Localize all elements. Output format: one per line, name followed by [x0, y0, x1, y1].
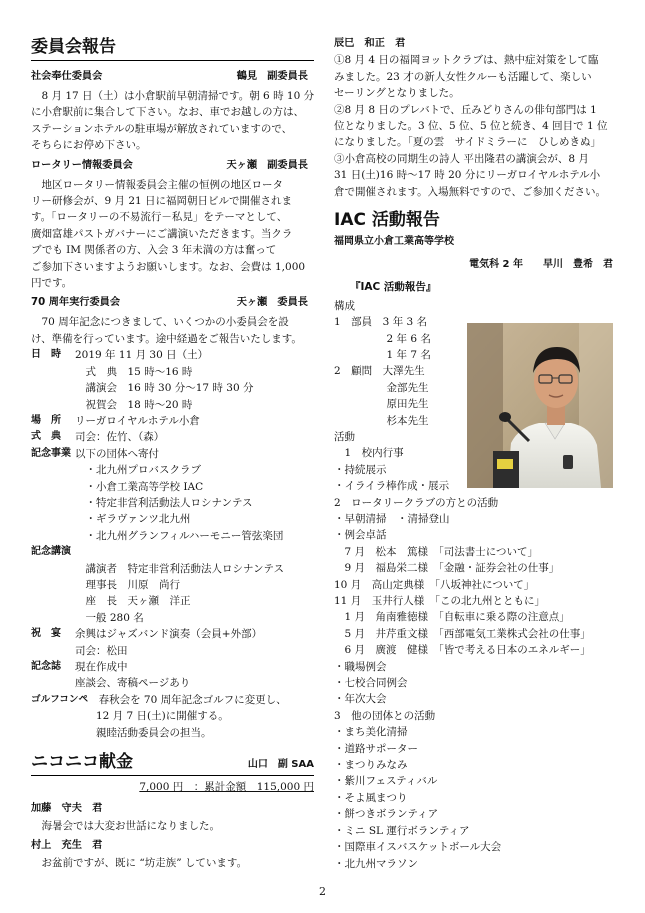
- shakai-heading-row: [31, 69, 314, 84]
- shakai-heading: 社会奉仕委員会: [31, 71, 103, 82]
- schedule-text: 司会：松田: [75, 644, 128, 657]
- iac-line: ・ミニ SL 運行ボランティア: [334, 824, 470, 837]
- schedule-text: リーガロイヤルホテル小倉: [75, 414, 200, 427]
- iac-line: 2 ロータリークラブの方との活動: [334, 496, 499, 509]
- iac-line: ・持続展示: [334, 463, 387, 476]
- iac-line: 11 月 玉井行人様 「この北九州とともに」: [334, 595, 545, 607]
- iac-line: ・紫川フェスティバル: [334, 775, 438, 788]
- schedule-text: 余興はジャズバンド演奏（会員+外部）: [75, 628, 263, 641]
- iac-line: ・北九州マラソン: [334, 857, 418, 870]
- schedule-text: 座 長 天ヶ瀬 洋正: [75, 595, 191, 608]
- schedule-text: 親睦活動委員会の担当。: [75, 726, 212, 739]
- iac-line: 2 顧問 大澤先生: [334, 365, 425, 378]
- iac-line: 7 月 松本 篤様 「司法書士について」: [334, 545, 539, 558]
- anniv-reporter: 天ヶ瀬 委員長: [236, 297, 308, 309]
- anniv-heading-row: [31, 295, 314, 310]
- iac-line: 1 年 7 名: [334, 348, 431, 361]
- tatsumi-line: 倉で開催されます。入場無料ですので、ご参加ください。: [334, 185, 606, 198]
- page-number: 2: [319, 885, 326, 898]
- schedule-row: [31, 511, 314, 527]
- iac-line: 10 月 高山定典様 「八坂神社について」: [334, 578, 535, 591]
- schedule-row: [31, 561, 314, 577]
- anniv-intro-line: 70 周年記念につきまして、いくつかの小委員会を設: [31, 316, 289, 329]
- iac-line: ・道路サポーター: [334, 742, 418, 755]
- schedule-text: 座談会、寄稿ページあり: [75, 677, 191, 690]
- schedule-row: [31, 495, 314, 511]
- schedule-label: ゴルフコンペ: [31, 693, 89, 705]
- iac-line: 1 月 角南雅徳様 「自転車に乗る際の注意点」: [334, 611, 570, 624]
- schedule-text: 祝賀会 18 時～20 時: [75, 398, 193, 411]
- shakai-reporter: 鶴見 副委員長: [236, 71, 308, 82]
- rotary-info-heading-row: [31, 158, 314, 173]
- tatsumi-line: ③小倉高校の同期生の詩人 平出隆君の講演会が、8 月: [334, 152, 589, 165]
- donor-message: 海暑会では大変お世話になりました。: [31, 819, 220, 832]
- schedule-label: [31, 495, 75, 511]
- schedule-row: [31, 692, 314, 708]
- schedule-label: [31, 561, 75, 577]
- schedule-text: ・小倉工業高等学校 IAC: [75, 480, 204, 493]
- schedule-text: ・北九州グランフィルハーモニー管弦楽団: [75, 529, 284, 542]
- tatsumi-line: 31 日(土)16 時～17 時 20 分にリーガロイヤルホテル小: [334, 169, 601, 182]
- schedule-label: 記念誌: [31, 661, 61, 672]
- nikoniko-heading-row: [31, 751, 314, 776]
- schedule-row: [31, 708, 314, 724]
- schedule-label: 祝 宴: [31, 628, 61, 640]
- donor-message: お盆前ですが、既に “坊走族” しています。: [31, 856, 248, 869]
- nikoniko-title: ニコニコ献金: [31, 752, 133, 773]
- shakai-body: [31, 88, 314, 154]
- schedule-label: 場 所: [31, 414, 61, 426]
- iac-line: 金部先生: [334, 381, 429, 394]
- schedule-label: 記念事業: [31, 447, 71, 459]
- schedule-label: [31, 364, 75, 380]
- iac-line: 活動: [334, 430, 355, 443]
- rotary-info-line: 地区ロータリー情報委員会主催の恒例の地区ロータ: [31, 178, 283, 191]
- schedule-row: [31, 446, 314, 462]
- schedule-label: 記念講演: [31, 546, 71, 558]
- schedule-label: 日 時: [31, 349, 61, 361]
- tatsumi-line: 位となりました。3 位、5 位、5 位と続き、4 回目で 1 位: [334, 120, 608, 133]
- schedule-row: [31, 397, 314, 413]
- schedule-row: [31, 380, 314, 396]
- schedule-text: 講演者 特定非営利活動法人ロシナンテス: [75, 562, 285, 575]
- schedule-row: [31, 364, 314, 380]
- rotary-info-line: ブでも IM 関係者の方、入会 3 年未満の方は奮って: [31, 244, 277, 257]
- schedule-row: [31, 462, 314, 478]
- shakai-line: そちらにお停め下さい。: [31, 139, 147, 152]
- rotary-info-line: 廣畑富雄パストガバナーにご講演いただきます。当クラ: [31, 227, 293, 240]
- iac-line: ・餅つきボランティア: [334, 808, 439, 821]
- iac-line: 3 他の団体との活動: [334, 709, 436, 722]
- schedule-label: [31, 397, 75, 413]
- schedule-row: [31, 577, 314, 593]
- schedule-label: [31, 593, 75, 609]
- schedule-text: 春秋会を 70 周年記念ゴルフに変更し、: [88, 693, 287, 706]
- schedule-text: 一般 280 名: [75, 611, 144, 624]
- rotary-info-line: 円です。: [31, 277, 73, 290]
- iac-line: ・まち美化清掃: [334, 726, 408, 739]
- schedule-row: [31, 593, 314, 609]
- schedule-label: [31, 643, 75, 659]
- tatsumi-line: セーリングとなりました。: [334, 87, 460, 100]
- schedule-text: 司会：佐竹、（森）: [75, 431, 165, 444]
- shakai-line: ステーションホテルの駐車場が解放されていますので、: [31, 122, 293, 135]
- iac-line: ・イライラ棒作成・展示: [334, 480, 450, 493]
- schedule-text: 以下の団体へ寄付: [75, 447, 159, 460]
- schedule-row: [31, 429, 314, 445]
- iac-line: 6 月 廣渡 健様 「皆で考える日本のエネルギー」: [334, 644, 591, 657]
- iac-line: 9 月 福島栄二様 「金融・証券会社の仕事」: [334, 562, 560, 575]
- tatsumi-line: ②8 月 8 日のプレバトで、丘みどりさんの俳句部門は 1: [334, 103, 597, 116]
- anniv-schedule: [31, 347, 314, 741]
- schedule-label: [31, 725, 75, 741]
- iac-line: 杉本先生: [334, 414, 429, 427]
- schedule-text: 理事長 川原 尚行: [75, 578, 180, 591]
- anniv-body: [31, 314, 314, 741]
- schedule-text: ・特定非営利活動法人ロシナンテス: [75, 496, 253, 509]
- iac-line: 5 月 井芹重文様 「西部電気工業株式会社の仕事」: [334, 627, 591, 640]
- schedule-label: [31, 462, 75, 478]
- iac-line: 原田先生: [334, 398, 429, 411]
- iac-line: ・国際車イスバスケットボール大会: [334, 841, 502, 854]
- schedule-row: [31, 626, 314, 642]
- nikoniko-total: 7,000 円 ：累計金額 115,000 円: [139, 781, 314, 794]
- shakai-line: に小倉駅前に集合して下さい。なお、車でお越しの方は、: [31, 106, 304, 119]
- schedule-text: 式 典 15 時～16 時: [75, 365, 193, 378]
- schedule-label: [31, 708, 75, 724]
- schedule-row: [31, 610, 314, 626]
- iac-line: 構成: [334, 299, 355, 312]
- anniv-intro-line: け、準備を行っています。途中経過をご報告いたします。: [31, 332, 302, 345]
- schedule-row: [31, 544, 314, 560]
- schedule-text: ・ギラヴァンツ北九州: [75, 513, 191, 526]
- rotary-info-line: ご参加下さいますようお願いします。なお、会費は 1,000: [31, 260, 306, 273]
- rotary-info-line: リー研修会が、9 月 21 日に福岡朝日ビルで開催されま: [31, 195, 293, 208]
- schedule-label: 式 典: [31, 431, 61, 443]
- nikoniko-reporter: 山口 副 SAA: [247, 758, 314, 770]
- donor-name: 村上 充生 君: [31, 840, 103, 852]
- tatsumi-line: ①8 月 4 日の福岡ヨットクラブは、熱中症対策をして臨: [334, 54, 599, 67]
- schedule-label: [31, 380, 75, 396]
- schedule-label: [31, 675, 75, 691]
- schedule-text: ・北九州プロバスクラブ: [75, 464, 201, 477]
- schedule-label: [31, 610, 75, 626]
- schedule-row: [31, 528, 314, 544]
- schedule-row: [31, 725, 314, 741]
- schedule-text: 現在作成中: [75, 661, 128, 673]
- iac-line: ・例会卓話: [334, 529, 387, 542]
- schedule-row: [31, 659, 314, 675]
- donor-name: 加藤 守夫 君: [31, 803, 103, 815]
- schedule-text: 2019 年 11 月 30 日（土）: [75, 349, 209, 362]
- tatsumi-message: [334, 52, 619, 200]
- iac-student: 電気科 2 年 早川 豊希 君: [469, 258, 613, 270]
- iac-line: 1 部員 3 年 3 名: [334, 316, 428, 329]
- schedule-label: [31, 528, 75, 544]
- donor-name: 辰巳 和正 君: [334, 38, 406, 49]
- iac-school: 福岡県立小倉工業高等学校: [334, 236, 454, 248]
- iac-line: ・そよ風まつり: [334, 791, 408, 804]
- rotary-info-heading: ロータリー情報委員会: [31, 159, 133, 171]
- left-column: [31, 36, 314, 871]
- iac-line: 1 校内行事: [334, 447, 404, 460]
- iac-line: ・七校合同例会: [334, 677, 408, 690]
- iac-report-title: IAC 活動報告: [334, 210, 440, 231]
- iac-report-subtitle: 『IAC 活動報告』: [350, 281, 437, 294]
- student-photo: [467, 323, 613, 488]
- schedule-row: [31, 643, 314, 659]
- committee-report-title: 委員会報告: [31, 36, 314, 61]
- rotary-info-body: [31, 177, 314, 292]
- iac-line: ・職場例会: [334, 660, 387, 673]
- schedule-text: 12 月 7 日(土)に開催する。: [75, 710, 229, 723]
- schedule-row: [31, 479, 314, 495]
- tatsumi-line: みました。23 才の新人女性クルーも活躍して、楽しい: [334, 70, 592, 83]
- schedule-row: [31, 675, 314, 691]
- shakai-line: 8 月 17 日（土）は小倉駅前早朝清掃です。朝 6 時 10 分: [31, 90, 315, 102]
- schedule-row: [31, 347, 314, 363]
- schedule-label: [31, 577, 75, 593]
- iac-line: 2 年 6 名: [334, 332, 431, 345]
- schedule-label: [31, 511, 75, 527]
- rotary-info-reporter: 天ヶ瀬 副委員長: [226, 159, 308, 171]
- schedule-text: 講演会 16 時 30 分～17 時 30 分: [75, 382, 254, 395]
- rotary-info-line: す。「ロータリーの不易流行－私見」をテーマとして、: [31, 211, 288, 224]
- iac-line: ・早朝清掃 ・清掃登山: [334, 512, 450, 525]
- iac-line: ・年次大会: [334, 693, 387, 706]
- schedule-row: [31, 413, 314, 429]
- iac-line: ・まつりみなみ: [334, 759, 408, 772]
- anniv-heading: 70 周年実行委員会: [31, 297, 121, 309]
- tatsumi-line: になりました。「夏の雲 サイドミラーに ひしめきぬ」: [334, 136, 602, 149]
- schedule-label: [31, 479, 75, 495]
